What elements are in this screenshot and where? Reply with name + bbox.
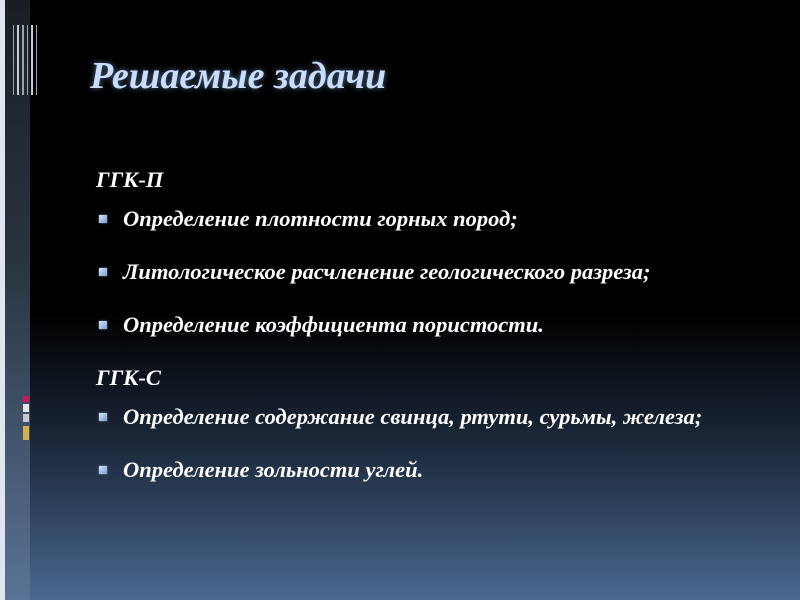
slide-title: Решаемые задачи <box>90 55 387 97</box>
section-ggk-s <box>96 360 756 487</box>
square-bullet-icon <box>99 413 107 421</box>
left-edge-line <box>0 0 5 600</box>
accent-square-pink <box>23 396 29 402</box>
list-item <box>96 452 756 487</box>
accent-square-gold <box>23 426 29 440</box>
bullet-list <box>96 399 756 487</box>
list-item <box>96 254 756 289</box>
square-bullet-icon <box>99 321 107 329</box>
list-item-text: Определение зольности углей. <box>123 457 424 482</box>
bullet-list <box>96 201 756 342</box>
list-item <box>96 399 756 434</box>
section-ggk-p <box>96 162 756 342</box>
section-heading: ГГК-П <box>96 167 164 192</box>
accent-square-gray <box>23 414 29 422</box>
list-item-text: Литологическое расчленение геологического разреза; <box>123 259 651 284</box>
list-item-text: Определение содержание свинца, ртути, сурьмы, железа; <box>123 404 703 429</box>
square-bullet-icon <box>99 268 107 276</box>
accent-square-white <box>23 404 29 412</box>
list-item <box>96 307 756 342</box>
list-item-text: Определение плотности горных пород; <box>123 206 518 231</box>
slide-content <box>96 162 756 505</box>
square-bullet-icon <box>99 466 107 474</box>
section-heading: ГГК-С <box>96 365 161 390</box>
list-item-text: Определение коэффициента пористости. <box>123 312 544 337</box>
square-bullet-icon <box>99 215 107 223</box>
vertical-bars-decoration <box>13 25 37 95</box>
list-item <box>96 201 756 236</box>
